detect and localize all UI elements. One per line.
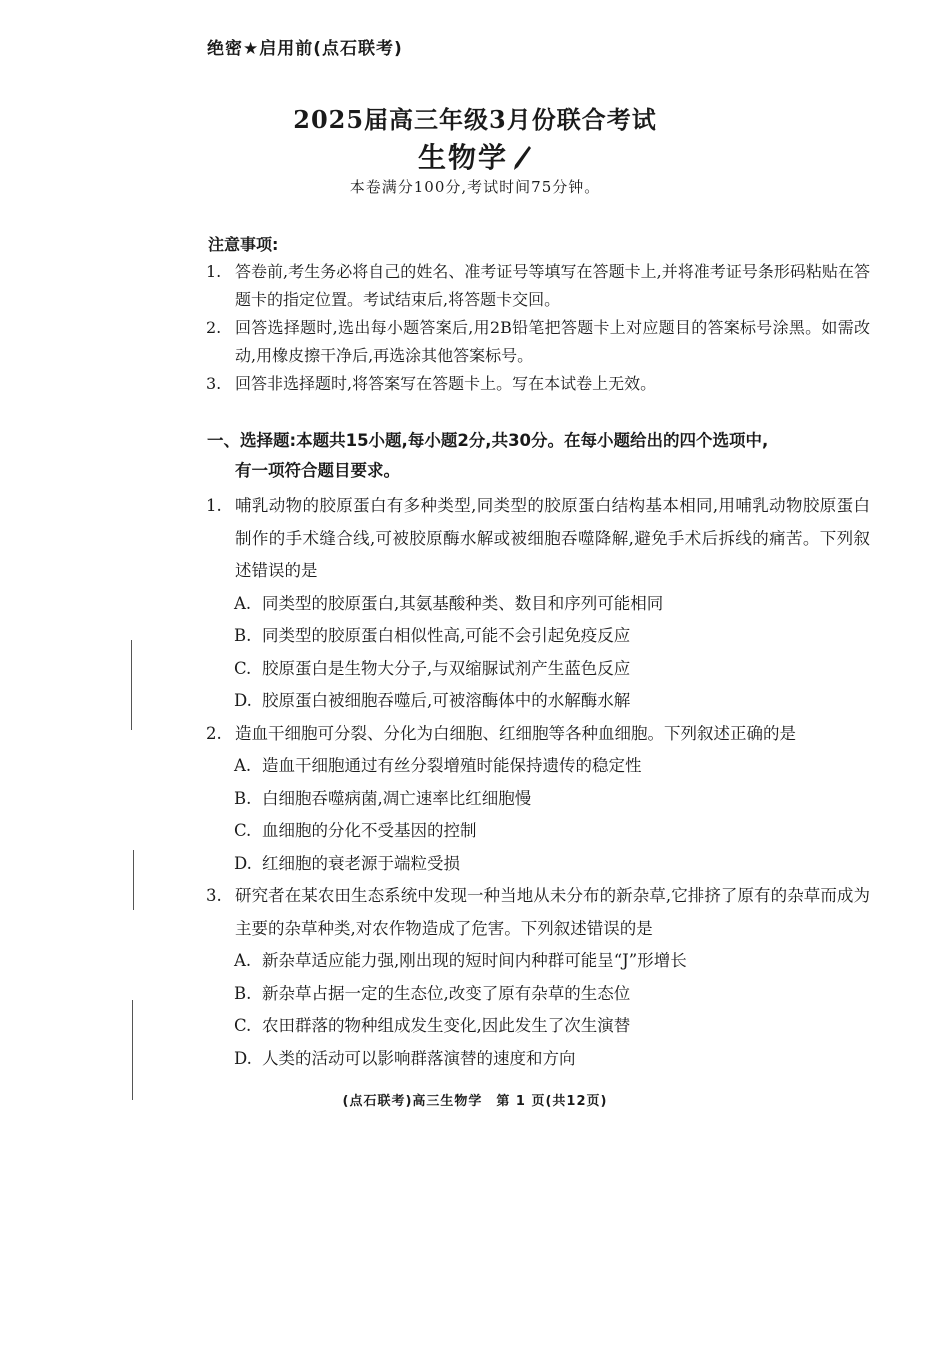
option-text: 胶原蛋白是生物大分子,与双缩脲试剂产生蓝色反应	[262, 658, 631, 678]
option-label: D.	[234, 691, 252, 710]
option-label: A.	[234, 593, 252, 613]
option-item	[206, 750, 870, 783]
option-label: B.	[234, 983, 252, 1003]
question-list	[206, 490, 870, 1075]
note-text: 答卷前,考生务必将自己的姓名、准考证号等填写在答题卡上,并将准考证号条形码粘贴在答题卡的指定位置。考试结束后,将答题卡交回。	[235, 262, 870, 309]
option-text: 胶原蛋白被细胞吞噬后,可被溶酶体中的水解酶水解	[262, 691, 631, 710]
option-item	[206, 848, 870, 881]
note-item	[206, 370, 870, 398]
exam-info: 本卷满分100分,考试时间75分钟。	[349, 178, 601, 196]
question-text: 哺乳动物的胶原蛋白有多种类型,同类型的胶原蛋白结构基本相同,用哺乳动物胶原蛋白制作的手术缝合线,可被胶原酶水解或被细胞吞噬降解,避免手术后拆线的痛苦。下列叙述错误的是	[235, 496, 870, 580]
scan-mark	[132, 1000, 133, 1100]
option-text: 同类型的胶原蛋白相似性高,可能不会引起免疫反应	[262, 626, 631, 645]
note-number: 1.	[206, 262, 222, 281]
page-footer: (点石联考)高三生物学 第 1 页(共12页)	[342, 1094, 608, 1109]
question-number: 3.	[206, 886, 222, 905]
question-item	[206, 490, 870, 718]
section-line-1: 一、选择题:本题共15小题,每小题2分,共30分。在每小题给出的四个选项中,	[207, 431, 769, 450]
option-label: D.	[234, 1048, 252, 1068]
option-label: A.	[234, 756, 252, 775]
option-text: 同类型的胶原蛋白,其氨基酸种类、数目和序列可能相同	[262, 593, 664, 613]
note-number: 3.	[206, 374, 222, 393]
option-text: 农田群落的物种组成发生变化,因此发生了次生演替	[262, 1016, 631, 1035]
scan-mark	[131, 640, 132, 730]
section-heading	[207, 426, 871, 486]
option-label: D.	[234, 853, 252, 873]
notes-title: 注意事项:	[208, 235, 279, 254]
question-text: 研究者在某农田生态系统中发现一种当地从未分布的新杂草,它排挤了原有的杂草而成为主要的杂草种类,对农作物造成了危害。下列叙述错误的是	[235, 886, 870, 938]
option-item	[206, 783, 870, 816]
option-label: B.	[234, 788, 252, 808]
option-item	[206, 978, 870, 1011]
question-item	[206, 880, 870, 1075]
question-text: 造血干细胞可分裂、分化为白细胞、红细胞等各种血细胞。下列叙述正确的是	[235, 723, 796, 743]
note-item	[206, 258, 870, 314]
option-label: B.	[234, 626, 252, 645]
option-text: 造血干细胞通过有丝分裂增殖时能保持遗传的稳定性	[262, 756, 642, 775]
option-list	[206, 945, 870, 1075]
option-item	[206, 685, 870, 718]
question-stem	[206, 490, 870, 588]
option-item	[206, 1010, 870, 1043]
option-item	[206, 815, 870, 848]
option-text: 新杂草占据一定的生态位,改变了原有杂草的生态位	[262, 983, 631, 1003]
question-stem	[206, 880, 870, 945]
question-number: 2.	[206, 723, 222, 743]
option-label: C.	[234, 1016, 252, 1035]
subject-name: 生物学	[417, 141, 508, 174]
option-label: C.	[234, 658, 252, 678]
option-text: 白细胞吞噬病菌,凋亡速率比红细胞慢	[262, 788, 532, 808]
option-label: A.	[234, 951, 252, 970]
option-item	[206, 653, 870, 686]
question-item	[206, 718, 870, 881]
option-item	[206, 620, 870, 653]
option-list	[206, 588, 870, 718]
subject-heading	[0, 136, 950, 176]
option-item	[206, 588, 870, 621]
scan-mark	[133, 850, 134, 910]
note-number: 2.	[206, 318, 222, 337]
pen-icon	[512, 145, 532, 171]
exam-title: 2025届高三年级3月份联合考试	[293, 105, 657, 134]
option-label: C.	[234, 821, 252, 840]
option-item	[206, 1043, 870, 1076]
option-text: 新杂草适应能力强,刚出现的短时间内种群可能呈“J”形增长	[262, 951, 687, 970]
confidential-label: 绝密★启用前(点石联考)	[207, 39, 403, 59]
question-number: 1.	[206, 496, 222, 515]
option-item	[206, 945, 870, 978]
notes-list	[206, 258, 870, 398]
section-line-2: 有一项符合题目要求。	[235, 461, 400, 480]
option-text: 红细胞的衰老源于端粒受损	[262, 853, 460, 873]
note-item	[206, 314, 870, 370]
option-list	[206, 750, 870, 880]
note-text: 回答非选择题时,将答案写在答题卡上。写在本试卷上无效。	[235, 374, 657, 393]
option-text: 血细胞的分化不受基因的控制	[262, 821, 477, 840]
note-text: 回答选择题时,选出每小题答案后,用2B铅笔把答题卡上对应题目的答案标号涂黑。如需改动,用橡皮擦干净后,再选涂其他答案标号。	[235, 318, 870, 365]
option-text: 人类的活动可以影响群落演替的速度和方向	[262, 1048, 576, 1068]
question-stem	[206, 718, 870, 751]
